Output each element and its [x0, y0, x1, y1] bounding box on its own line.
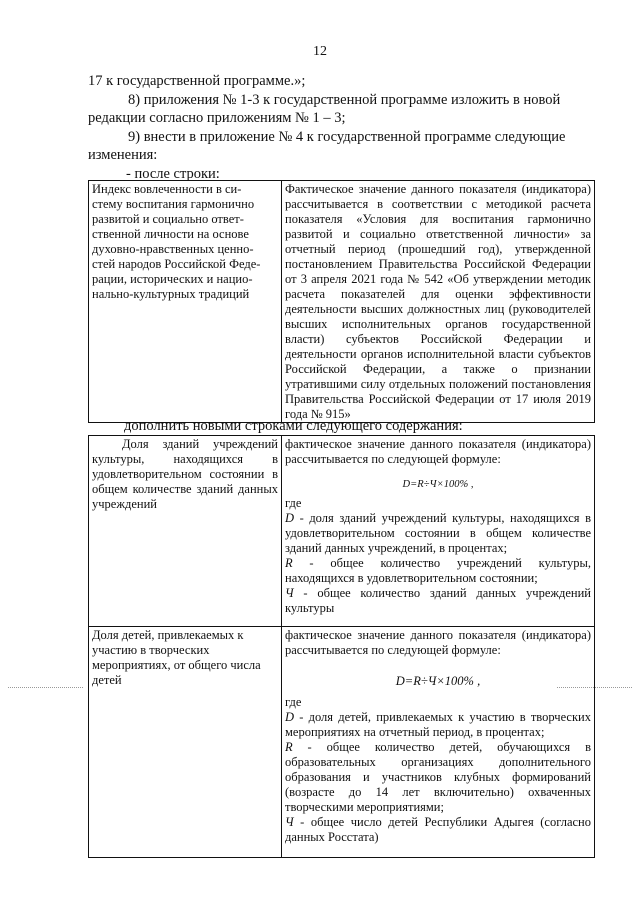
add-rows-line: дополнить новыми строками следующего содержания:	[124, 418, 463, 434]
definition-text: - общее количество учреждений культуры, находящихся в удовлетворительном состоянии;	[285, 556, 591, 585]
definition-text: - доля зданий учреждений культуры, находящихся в удовлетворительном состоянии в общем количестве зданий данных учреждений, в процентах;	[285, 511, 591, 555]
cell-line: нально-культурных традиций	[92, 287, 250, 301]
indicator-name-cell	[89, 181, 282, 423]
definition-text: - доля детей, привлекаемых к участию в творческих мероприятиях на отчетный период, в процентах;	[285, 710, 591, 739]
formula-punctuation: ,	[470, 479, 474, 490]
symbol: D	[285, 511, 295, 525]
intro-line: изменения:	[88, 147, 158, 163]
intro-line: 8) приложения № 1-3 к государственной программе изложить в новой	[128, 91, 561, 108]
formula-expression: D=R÷Ч×100%	[395, 674, 474, 688]
page-number: 12	[313, 44, 327, 59]
cell-line: ственной личности на основе	[92, 227, 249, 241]
definition-r	[285, 556, 591, 586]
cell-line: развитой и социально ответ-	[92, 212, 244, 226]
formula-intro: фактическое значение данного показателя (индикатора) рассчитывается по следующей формуле:	[285, 437, 591, 466]
cell-line: стей народов Российской Феде-	[92, 257, 261, 271]
cell-line: духовно-нравственных ценно-	[92, 242, 254, 256]
indicator-name-cell: Доля детей, привлекаемых к участию в творческих мероприятиях, от общего числа детей	[89, 627, 282, 858]
definition-d	[285, 511, 591, 556]
cell-line: стему воспитания гармонично	[92, 197, 255, 211]
symbol: Ч	[285, 815, 294, 829]
indicator-name-cell: Доля зданий учреждений культуры, находящихся в удовлетворительном состоянии в общем количестве зданий данных учреждений	[89, 436, 282, 627]
formula-punctuation: ,	[477, 674, 481, 688]
calculation-method-cell: Фактическое значение данного показателя (индикатора) рассчитывается в соответствии с методикой расчета показателя «Условия для воспитания гармонично развитой и социально ответственной личности» за отчетный период (прошедший год), утвержденной постановлением Правительства Российской Федерации от 3 апреля 2021 года № 542 «Об утверждении методик расчета показателей для оценки эффективности деятельности высших должностных лиц (руководителей высших исполнительных органов государственной власти) субъектов Российской Федерации и деятельности органов исполнительной власти субъектов Российской Федерации, а также о признании утратившими силу отдельных положений постановления Правительства Российской Федерации от 17 июля 2019 года № 915»	[282, 181, 595, 423]
definition-text: - общее количество детей, обучающихся в образовательных организациях дополнительного образования и участников клубных формирований (возрасте до 14 лет включительно) охваченных творческими мероприятиями;	[285, 740, 591, 814]
calculation-method-cell	[282, 627, 595, 858]
intro-text	[88, 72, 588, 183]
definition-r	[285, 740, 591, 815]
definition-ch	[285, 586, 591, 616]
symbol: Ч	[285, 586, 294, 600]
formula	[285, 477, 591, 492]
symbol: D	[285, 710, 295, 724]
formula	[285, 674, 591, 689]
definition-text: - общее количество зданий данных учреждений культуры	[285, 586, 591, 615]
table-row	[89, 436, 595, 627]
formula-intro: фактическое значение данного показателя (индикатора) рассчитывается по следующей формуле:	[285, 628, 591, 657]
calculation-method-cell	[282, 436, 595, 627]
where-label: где	[285, 695, 302, 709]
intro-line: 9) внести в приложение № 4 к государственной программе следующие	[128, 128, 566, 145]
intro-line: - после строки:	[126, 165, 220, 182]
symbol: R	[285, 740, 293, 754]
scan-artifact-right	[557, 687, 632, 689]
intro-line: 17 к государственной программе.»;	[88, 73, 306, 89]
cell-line: рации, исторических и нацио-	[92, 272, 253, 286]
existing-row-table	[88, 180, 595, 423]
cell-line: Индекс вовлеченности в си-	[92, 182, 242, 196]
new-rows-table	[88, 435, 595, 858]
formula-expression: D=R÷Ч×100%	[402, 479, 469, 490]
symbol: R	[285, 556, 293, 570]
definition-d	[285, 710, 591, 740]
intro-line: редакции согласно приложениям № 1 – 3;	[88, 110, 346, 126]
table-row	[89, 181, 595, 423]
scan-artifact-left	[8, 687, 83, 689]
table-row	[89, 627, 595, 858]
definition-text: - общее число детей Республики Адыгея (согласно данных Росстата)	[285, 815, 591, 844]
where-label: где	[285, 496, 302, 510]
definition-ch	[285, 815, 591, 845]
